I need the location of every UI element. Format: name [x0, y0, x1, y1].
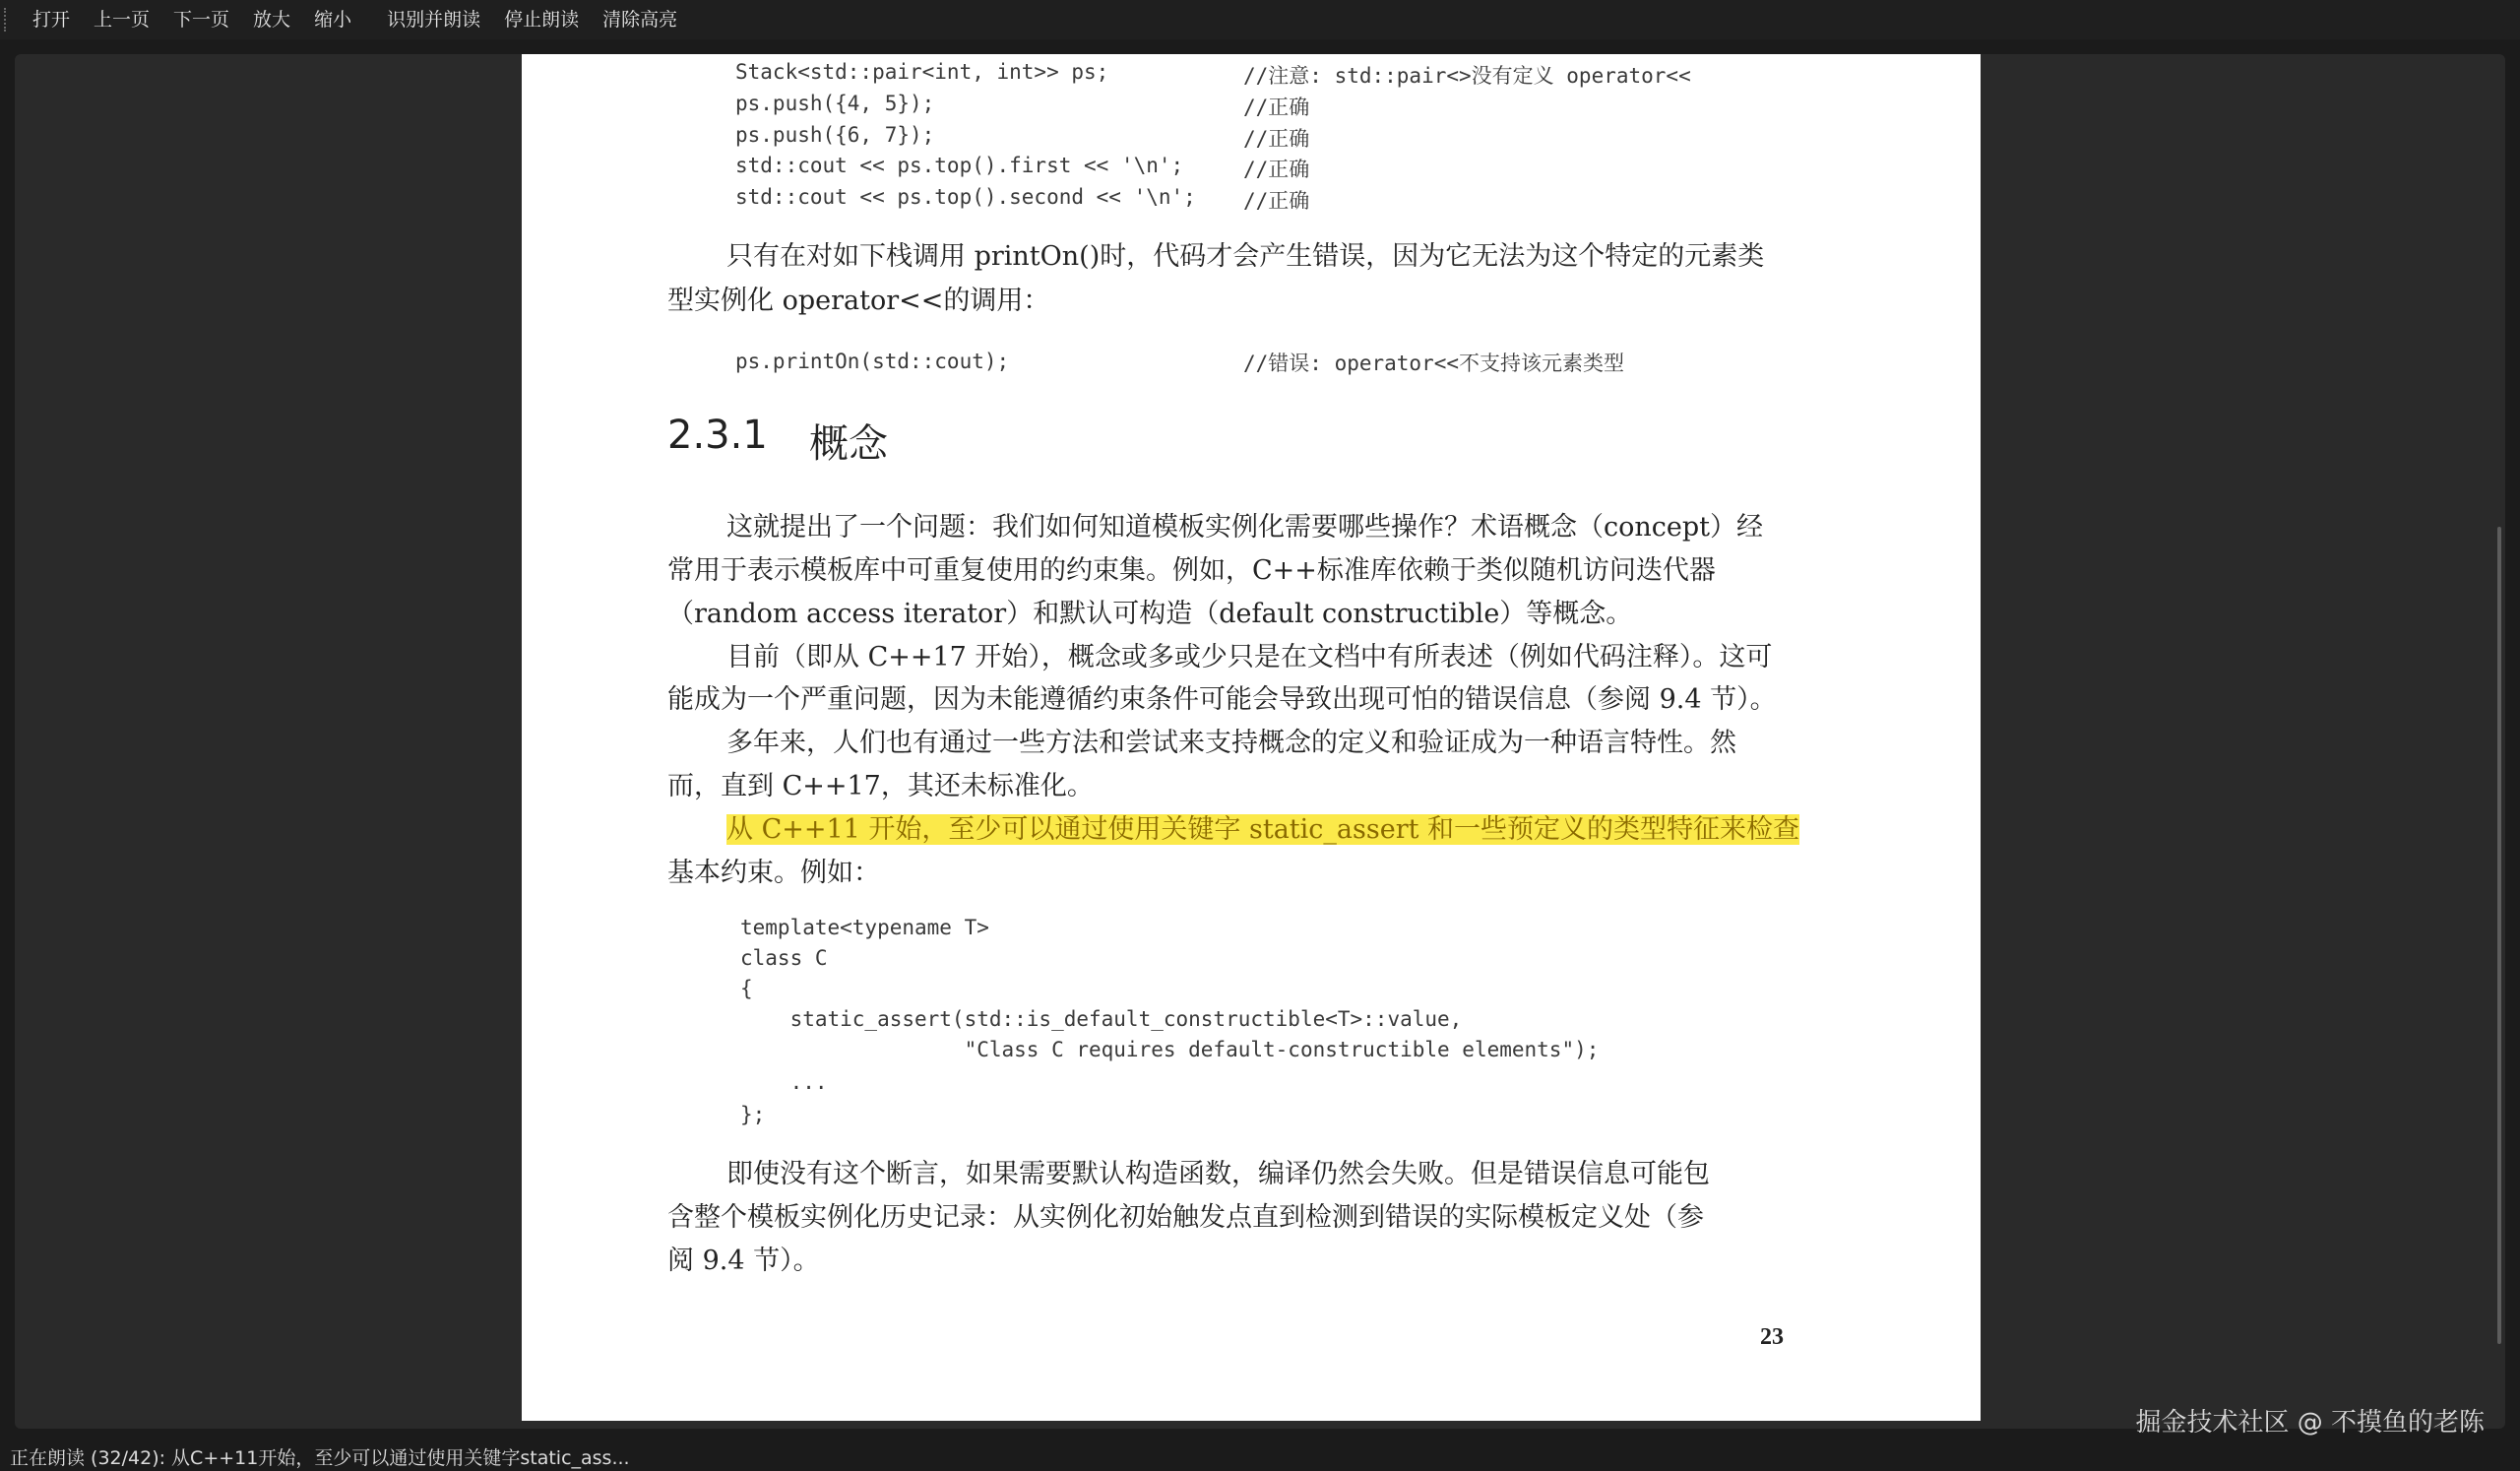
code-line: std::cout << ps.top().first << '\n';: [735, 154, 1184, 177]
code-line: {: [740, 977, 753, 1000]
stop-read-button[interactable]: 停止朗读: [504, 9, 580, 31]
code-line: std::cout << ps.top().second << '\n';: [735, 185, 1196, 209]
paragraph-line: 常用于表示模板库中可重复使用的约束集。例如，C++标准库依赖于类似随机访问迭代器: [667, 555, 1716, 586]
page-number: 23: [1760, 1324, 1784, 1350]
paragraph-line: （random access iterator）和默认可构造（default constructible）等概念。: [667, 599, 1633, 629]
recognize-read-button[interactable]: 识别并朗读: [387, 9, 481, 31]
code-line: class C: [740, 946, 828, 970]
status-bar: [0, 1439, 2520, 1471]
code-line: "Class C requires default-constructible elements");: [740, 1038, 1600, 1061]
code-line: template<typename T>: [740, 916, 989, 939]
section-number: 2.3.1: [667, 413, 768, 458]
paragraph-line: 这就提出了一个问题：我们如何知道模板实例化需要哪些操作？术语概念（concept）经: [726, 512, 1763, 543]
paragraph-line: 含整个模板实例化历史记录：从实例化初始触发点直到检测到错误的实际模板定义处（参: [667, 1202, 1704, 1233]
toolbar-grip[interactable]: [4, 8, 9, 32]
code-line: ...: [740, 1070, 828, 1094]
document-viewport[interactable]: [15, 54, 2505, 1429]
code-line: static_assert(std::is_default_constructible<T>::value,: [740, 1007, 1463, 1031]
paragraph-line: 多年来，人们也有通过一些方法和尝试来支持概念的定义和验证成为一种语言特性。然: [726, 728, 1736, 758]
paragraph-line: 型实例化 operator<<的调用：: [667, 286, 1050, 316]
open-button[interactable]: 打开: [32, 9, 71, 31]
reading-status-text: 正在朗读 (32/42): 从C++11开始，至少可以通过使用关键字static_ass...: [10, 1447, 630, 1469]
code-comment: //正确: [1243, 127, 1310, 151]
highlighted-sentence: [726, 807, 1800, 846]
paragraph-line: 即使没有这个断言，如果需要默认构造函数，编译仍然会失败。但是错误信息可能包: [726, 1159, 1710, 1189]
watermark: 掘金技术社区 @ 不摸鱼的老陈: [2135, 1408, 2485, 1438]
paragraph-line: 只有在对如下栈调用 printOn()时，代码才会产生错误，因为它无法为这个特定的元素类: [726, 241, 1765, 272]
code-line: ps.push({6, 7});: [735, 123, 935, 147]
code-comment: //注意: std::pair<>没有定义 operator<<: [1243, 64, 1691, 88]
paragraph-line: 能成为一个严重问题，因为未能遵循约束条件可能会导致出现可怕的错误信息（参阅 9.4 节）。: [667, 684, 1777, 715]
toolbar: [0, 0, 2520, 39]
paragraph-line: 阅 9.4 节）。: [667, 1246, 820, 1276]
section-title: 概念: [809, 421, 888, 467]
code-comment: //正确: [1243, 96, 1310, 119]
code-comment: //正确: [1243, 158, 1310, 181]
code-line: };: [740, 1103, 766, 1126]
clear-highlight-button[interactable]: 清除高亮: [602, 9, 678, 31]
code-comment: //错误: operator<<不支持该元素类型: [1243, 352, 1625, 375]
zoom-in-button[interactable]: 放大: [253, 9, 291, 31]
paragraph-line: 基本约束。例如：: [667, 858, 880, 888]
next-page-button[interactable]: 下一页: [173, 9, 230, 31]
zoom-out-button[interactable]: 缩小: [314, 9, 352, 31]
reading-highlight: 从 C++11 开始，至少可以通过使用关键字 static_assert 和一些预定义的类型特征来检查: [726, 814, 1800, 845]
vertical-scrollbar[interactable]: [2491, 54, 2505, 1429]
scrollbar-thumb[interactable]: [2497, 527, 2501, 1344]
code-line: Stack<std::pair<int, int>> ps;: [735, 60, 1109, 84]
code-line: ps.push({4, 5});: [735, 92, 935, 115]
paragraph-line: 而，直到 C++17，其还未标准化。: [667, 771, 1094, 801]
code-comment: //正确: [1243, 189, 1310, 213]
paragraph-line: 目前（即从 C++17 开始），概念或多或少只是在文档中有所表述（例如代码注释）。这可: [726, 642, 1773, 672]
document-page: [522, 54, 1981, 1421]
code-line: ps.printOn(std::cout);: [735, 350, 1010, 373]
prev-page-button[interactable]: 上一页: [94, 9, 151, 31]
